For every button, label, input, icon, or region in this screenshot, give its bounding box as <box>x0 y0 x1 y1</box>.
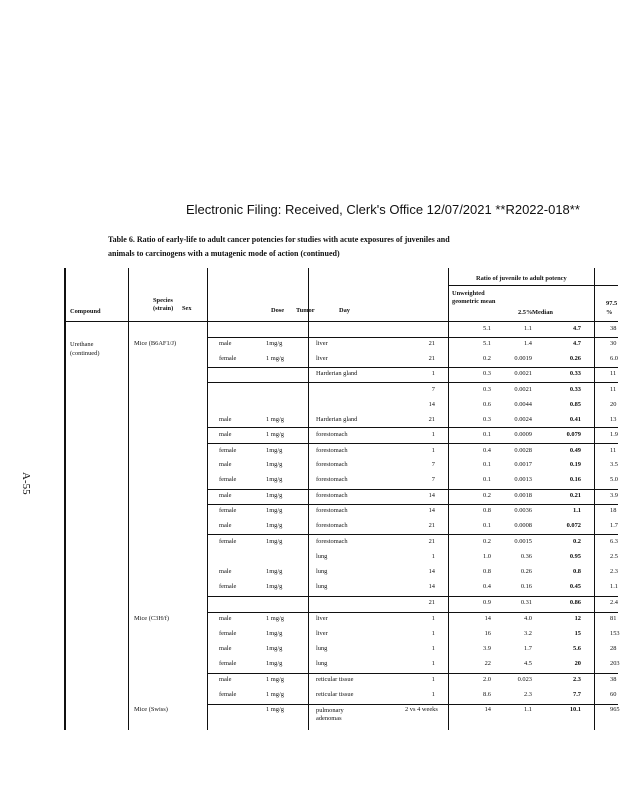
col-dose: Dose <box>271 307 285 314</box>
cell-p975: 30 <box>610 340 617 347</box>
compound-name: Urethane (continued) <box>70 341 100 357</box>
cell-p975: 28 <box>610 645 617 652</box>
cell-tumor: Harderian gland <box>316 416 358 423</box>
cell-unweighted: 0.1 <box>483 522 491 529</box>
cell-median: 0.49 <box>569 447 581 454</box>
cell-dose: 1 mg/g <box>266 706 284 713</box>
cell-unweighted: 16 <box>484 630 491 637</box>
cell-tumor: lung <box>316 645 328 652</box>
cell-median: 5.6 <box>573 645 581 652</box>
cell-tumor: forestomach <box>316 476 348 483</box>
cell-day: 14 <box>428 568 435 575</box>
cell-dose: 1mg/g <box>266 645 283 652</box>
cell-tumor: lung <box>316 553 328 560</box>
cell-unweighted: 14 <box>484 615 491 622</box>
cell-dose: 1mg/g <box>266 340 283 347</box>
cell-median: 0.33 <box>569 386 581 393</box>
row-rule <box>208 596 618 597</box>
cell-day: 1 <box>431 431 435 438</box>
cell-tumor: lung <box>316 568 328 575</box>
cell-median: 0.85 <box>569 401 581 408</box>
cell-day: 1 <box>431 645 435 652</box>
cell-p975: 2.3 <box>610 568 618 575</box>
cell-tumor: forestomach <box>316 447 348 454</box>
cell-day: 21 <box>428 355 435 362</box>
cell-dose: 1mg/g <box>266 492 283 499</box>
cell-median: 20 <box>574 660 581 667</box>
cell-median: 0.21 <box>569 492 581 499</box>
cell-p975: 1.7 <box>610 522 618 529</box>
cell-day: 14 <box>428 492 435 499</box>
cell-tumor: liver <box>316 340 328 347</box>
cell-sex: male <box>219 676 232 683</box>
cell-sex: female <box>219 476 237 483</box>
cell-unweighted: 0.3 <box>483 416 491 423</box>
filing-header: Electronic Filing: Received, Clerk's Office 12/07/2021 **R2022-018** <box>186 202 580 217</box>
cell-tumor: lung <box>316 583 328 590</box>
cell-tumor: forestomach <box>316 522 348 529</box>
table-caption-line1: Table 6. Ratio of early-life to adult cancer potencies for studies with acute exposures of juveniles and <box>108 235 450 244</box>
cell-unweighted: 2.0 <box>483 676 491 683</box>
cell-dose: 1mg/g <box>266 447 283 454</box>
table-caption-line2: animals to carcinogens with a mutagenic mode of action (continued) <box>108 249 340 258</box>
col-day: Day <box>339 307 351 314</box>
cell-day: 21 <box>428 599 435 606</box>
cell-sex: male <box>219 461 232 468</box>
cell-p25: 0.36 <box>520 553 532 560</box>
row-rule <box>208 612 618 613</box>
cell-unweighted: 1.0 <box>483 553 491 560</box>
cell-dose: 1 mg/g <box>266 691 284 698</box>
col-sex: Sex <box>182 305 192 312</box>
cell-sex: male <box>219 431 232 438</box>
row-rule <box>208 337 618 338</box>
cell-species: Mice (B6AF1/J) <box>134 340 177 347</box>
cell-median: 4.7 <box>573 340 581 347</box>
cell-p25: 0.0019 <box>514 355 532 362</box>
cell-tumor: liver <box>316 630 328 637</box>
cell-day: 1 <box>431 630 435 637</box>
cell-p25: 0.0009 <box>514 431 532 438</box>
cell-dose: 1mg/g <box>266 568 283 575</box>
cell-p975: 203 <box>610 660 620 667</box>
cell-tumor: forestomach <box>316 492 348 499</box>
cell-tumor: liver <box>316 615 328 622</box>
cell-p25: 0.0018 <box>514 492 532 499</box>
cell-p975: 2.4 <box>610 599 618 606</box>
cell-p975: 965 <box>610 706 620 713</box>
cell-sex: male <box>219 568 232 575</box>
col-tumor: Tumor <box>296 307 315 314</box>
cell-p25: 2.3 <box>524 691 532 698</box>
cell-dose: 1 mg/g <box>266 355 284 362</box>
cell-dose: 1 mg/g <box>266 416 284 423</box>
cell-unweighted: 0.2 <box>483 355 491 362</box>
cell-p25: 1.4 <box>524 340 532 347</box>
cell-day: 21 <box>428 522 435 529</box>
cell-p25: 4.0 <box>524 615 532 622</box>
cell-p975: 2.5 <box>610 553 618 560</box>
cell-median: 0.95 <box>569 553 581 560</box>
cell-median: 0.33 <box>569 370 581 377</box>
cell-tumor: pulmonary adenomas <box>316 707 344 723</box>
cell-sex: male <box>219 615 232 622</box>
cell-day: 21 <box>428 538 435 545</box>
table-rule-group <box>448 285 618 286</box>
cell-p975: 11 <box>610 370 617 377</box>
cell-day: 1 <box>431 660 435 667</box>
cell-p25: 0.0028 <box>514 447 532 454</box>
cell-median: 15 <box>574 630 581 637</box>
cell-dose: 1mg/g <box>266 660 283 667</box>
cell-p975: 5.0 <box>610 476 618 483</box>
cell-tumor: forestomach <box>316 538 348 545</box>
table-rule-header <box>66 321 618 322</box>
cell-day: 14 <box>428 401 435 408</box>
cell-p975: 6.0 <box>610 355 618 362</box>
cell-sex: male <box>219 492 232 499</box>
cell-sex: male <box>219 340 232 347</box>
cell-p25: 0.0021 <box>514 386 532 393</box>
cell-dose: 1mg/g <box>266 522 283 529</box>
cell-p975: 6.3 <box>610 538 618 545</box>
page-margin-label: A-55 <box>20 472 32 495</box>
cell-sex: female <box>219 583 237 590</box>
row-rule <box>208 704 618 705</box>
cell-unweighted: 3.9 <box>483 645 491 652</box>
cell-dose: 1mg/g <box>266 583 283 590</box>
cell-day: 1 <box>431 553 435 560</box>
row-rule <box>208 534 618 535</box>
cell-p25: 1.1 <box>524 706 532 713</box>
cell-median: 0.26 <box>569 355 581 362</box>
cell-p25: 0.0036 <box>514 507 532 514</box>
cell-tumor: reticular tissue <box>316 691 354 698</box>
cell-dose: 1mg/g <box>266 476 283 483</box>
row-rule <box>208 673 618 674</box>
cell-unweighted: 0.4 <box>483 583 491 590</box>
cell-sex: female <box>219 660 237 667</box>
cell-unweighted: 0.8 <box>483 507 491 514</box>
cell-p975: 20 <box>610 401 617 408</box>
cell-unweighted: 0.9 <box>483 599 491 606</box>
cell-p25: 0.0024 <box>514 416 532 423</box>
cell-tumor: Harderian gland <box>316 370 358 377</box>
cell-unweighted: 14 <box>484 706 491 713</box>
cell-median: 0.41 <box>569 416 581 423</box>
cell-unweighted: 0.4 <box>483 447 491 454</box>
cell-p975: 1.9 <box>610 431 618 438</box>
cell-day: 14 <box>428 583 435 590</box>
cell-p25: 3.2 <box>524 630 532 637</box>
cell-unweighted: 0.1 <box>483 431 491 438</box>
cell-unweighted: 8.6 <box>483 691 491 698</box>
cell-day: 21 <box>428 340 435 347</box>
cell-sex: female <box>219 447 237 454</box>
col-unweighted: Unweighted geometric mean <box>452 290 496 306</box>
cell-p25: 0.023 <box>517 676 532 683</box>
cell-sex: female <box>219 355 237 362</box>
cell-dose: 1mg/g <box>266 538 283 545</box>
cell-sex: female <box>219 691 237 698</box>
cell-sex: male <box>219 645 232 652</box>
cell-day: 1 <box>431 370 435 377</box>
cell-p25: 1.7 <box>524 645 532 652</box>
cell-median: 0.86 <box>569 599 581 606</box>
cell-unweighted: 5.1 <box>483 340 491 347</box>
cell-tumor: forestomach <box>316 461 348 468</box>
cell-median: 0.19 <box>569 461 581 468</box>
cell-dose: 1mg/g <box>266 461 283 468</box>
cell-p25: 0.0013 <box>514 476 532 483</box>
cell-p25: 0.0017 <box>514 461 532 468</box>
cell-median: 0.16 <box>569 476 581 483</box>
cell-median: 12 <box>574 615 581 622</box>
cell-p975: 18 <box>610 507 617 514</box>
row-rule <box>208 367 618 368</box>
cell-sex: male <box>219 522 232 529</box>
col-p975: 97.5 % <box>606 300 618 316</box>
cell-day: 1 <box>431 615 435 622</box>
cell-unweighted: 22 <box>484 660 491 667</box>
cell-tumor: reticular tissue <box>316 676 354 683</box>
cell-p975: 38 <box>610 325 617 332</box>
cell-day: 7 <box>431 476 435 483</box>
cell-p975: 1.1 <box>610 583 618 590</box>
cell-median: 7.7 <box>573 691 581 698</box>
cell-day: 21 <box>428 416 435 423</box>
cell-p975: 38 <box>610 676 617 683</box>
cell-day: 2 vs 4 weeks <box>405 706 438 713</box>
cell-sex: female <box>219 538 237 545</box>
cell-median: 1.1 <box>573 507 581 514</box>
col-species: Species (strain) <box>153 297 174 312</box>
cell-median: 4.7 <box>573 325 581 332</box>
cell-p975: 3.5 <box>610 461 618 468</box>
cell-p25: 1.1 <box>524 325 532 332</box>
cell-day: 7 <box>431 386 435 393</box>
cell-p25: 0.26 <box>520 568 532 575</box>
cell-unweighted: 0.1 <box>483 476 491 483</box>
cell-dose: 1 mg/g <box>266 615 284 622</box>
cell-day: 7 <box>431 461 435 468</box>
cell-day: 14 <box>428 507 435 514</box>
cell-median: 0.079 <box>566 431 581 438</box>
cell-dose: 1mg/g <box>266 630 283 637</box>
cell-dose: 1 mg/g <box>266 431 284 438</box>
cell-sex: female <box>219 507 237 514</box>
cell-dose: 1 mg/g <box>266 676 284 683</box>
cell-p25: 0.0015 <box>514 538 532 545</box>
cell-median: 2.3 <box>573 676 581 683</box>
cell-unweighted: 0.3 <box>483 370 491 377</box>
cell-sex: male <box>219 416 232 423</box>
cell-unweighted: 0.2 <box>483 492 491 499</box>
cell-median: 0.072 <box>566 522 581 529</box>
cell-tumor: forestomach <box>316 507 348 514</box>
table-left-border <box>64 268 66 730</box>
table-divider-compound <box>128 268 129 730</box>
cell-median: 0.8 <box>573 568 581 575</box>
col-median: Median <box>532 309 553 316</box>
cell-p25: 0.0044 <box>514 401 532 408</box>
cell-unweighted: 0.1 <box>483 461 491 468</box>
cell-p25: 0.0021 <box>514 370 532 377</box>
col-compound: Compound <box>70 308 101 315</box>
row-rule <box>208 427 618 428</box>
row-rule <box>208 489 618 490</box>
cell-p975: 81 <box>610 615 617 622</box>
cell-p975: 3.9 <box>610 492 618 499</box>
cell-p25: 0.16 <box>520 583 532 590</box>
cell-median: 0.45 <box>569 583 581 590</box>
cell-p25: 4.5 <box>524 660 532 667</box>
cell-median: 10.1 <box>569 706 581 713</box>
cell-day: 1 <box>431 691 435 698</box>
row-rule <box>208 443 618 444</box>
cell-p25: 0.0008 <box>514 522 532 529</box>
cell-p975: 11 <box>610 386 617 393</box>
col-p25: 2.5% <box>518 309 533 316</box>
cell-p975: 11 <box>610 447 617 454</box>
cell-median: 0.2 <box>573 538 581 545</box>
cell-unweighted: 5.1 <box>483 325 491 332</box>
cell-unweighted: 0.6 <box>483 401 491 408</box>
group-header: Ratio of juvenile to adult potency <box>476 275 567 282</box>
cell-sex: female <box>219 630 237 637</box>
row-rule <box>208 504 618 505</box>
row-rule <box>208 382 618 383</box>
cell-day: 1 <box>431 676 435 683</box>
cell-dose: 1mg/g <box>266 507 283 514</box>
cell-species: Mice (C3H/f) <box>134 615 169 622</box>
cell-p975: 60 <box>610 691 617 698</box>
cell-p975: 153 <box>610 630 620 637</box>
cell-unweighted: 0.3 <box>483 386 491 393</box>
cell-day: 1 <box>431 447 435 454</box>
cell-unweighted: 0.8 <box>483 568 491 575</box>
cell-p25: 0.31 <box>520 599 532 606</box>
cell-tumor: lung <box>316 660 328 667</box>
cell-tumor: forestomach <box>316 431 348 438</box>
cell-tumor: liver <box>316 355 328 362</box>
cell-unweighted: 0.2 <box>483 538 491 545</box>
cell-p975: 13 <box>610 416 617 423</box>
cell-species: Mice (Swiss) <box>134 706 168 713</box>
